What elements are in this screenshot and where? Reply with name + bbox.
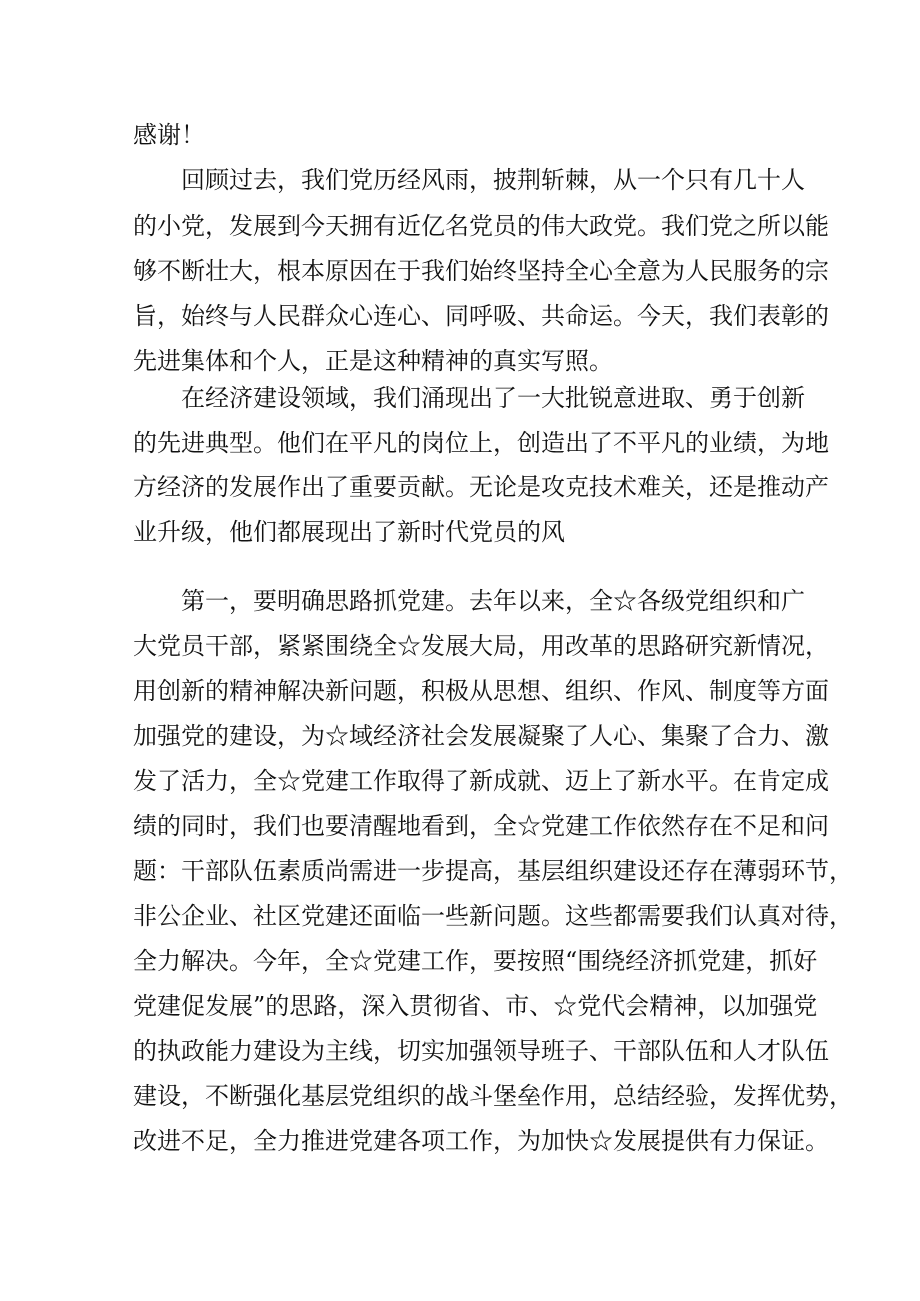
text-line: 在经济建设领域，我们涌现出了一大批锐意进取、勇于创新 — [181, 384, 805, 412]
text-line: 全力解决。今年，全☆党建工作，要按照“围绕经济抓党建，抓好 — [133, 947, 818, 975]
text-line: 非公企业、社区党建还面临一些新问题。这些都需要我们认真对待， — [133, 902, 853, 930]
text-line: 建设，不断强化基层党组织的战斗堡垒作用，总结经验，发挥优势， — [133, 1082, 853, 1110]
text-line: 发了活力，全☆党建工作取得了新成就、迈上了新水平。在肯定成 — [133, 767, 829, 795]
text-line: 够不断壮大，根本原因在于我们始终坚持全心全意为人民服务的宗 — [133, 257, 829, 285]
text-line: 党建促发展”的思路，深入贯彻省、市、☆党代会精神，以加强党 — [133, 992, 818, 1020]
text-line: 先进集体和个人，正是这种精神的真实写照。 — [133, 347, 613, 375]
text-line: 旨，始终与人民群众心连心、同呼吸、共命运。今天，我们表彰的 — [133, 302, 829, 330]
text-line: 的小党，发展到今天拥有近亿名党员的伟大政党。我们党之所以能 — [133, 212, 829, 240]
text-line: 的执政能力建设为主线，切实加强领导班子、干部队伍和人才队伍 — [133, 1037, 829, 1065]
text-line: 的先进典型。他们在平凡的岗位上，创造出了不平凡的业绩，为地 — [133, 429, 829, 457]
text-line: 题：干部队伍素质尚需进一步提高，基层组织建设还存在薄弱环节， — [133, 857, 853, 885]
text-line: 用创新的精神解决新问题，积极从思想、组织、作风、制度等方面 — [133, 677, 829, 705]
text-line: 绩的同时，我们也要清醒地看到，全☆党建工作依然存在不足和问 — [133, 812, 829, 840]
text-line: 业升级，他们都展现出了新时代党员的风 — [133, 518, 565, 546]
text-line: 大党员干部，紧紧围绕全☆发展大局，用改革的思路研究新情况， — [133, 632, 829, 660]
text-line: 方经济的发展作出了重要贡献。无论是攻克技术难关，还是推动产 — [133, 473, 829, 501]
text-line: 第一，要明确思路抓党建。去年以来，全☆各级党组织和广 — [181, 587, 805, 615]
text-line: 回顾过去，我们党历经风雨，披荆斩棘，从一个只有几十人 — [181, 166, 805, 194]
text-line: 改进不足，全力推进党建各项工作，为加快☆发展提供有力保证。 — [133, 1127, 829, 1155]
text-line-closing-thanks: 感谢！ — [133, 121, 205, 149]
text-line: 加强党的建设，为☆域经济社会发展凝聚了人心、集聚了合力、激 — [133, 722, 829, 750]
